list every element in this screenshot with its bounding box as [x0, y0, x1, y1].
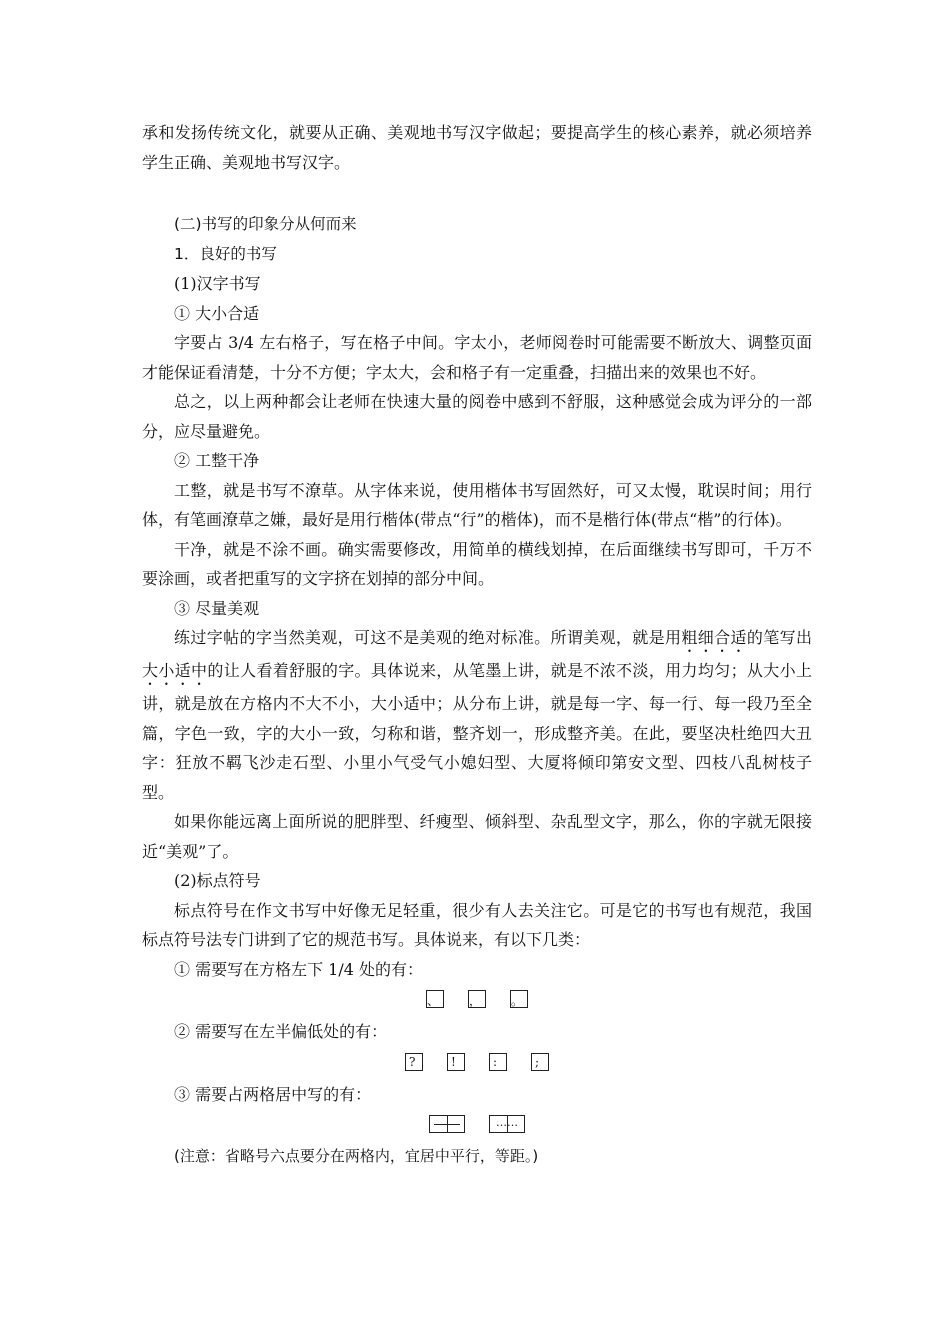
subheading-punctuation: (2)标点符号 — [174, 871, 261, 890]
emphasis-size: 大小适中 — [142, 661, 208, 680]
cell-comma-dun — [426, 990, 444, 1008]
mark-exclaim: ! — [451, 1054, 456, 1069]
cell-comma — [468, 990, 486, 1008]
mark-comma: ， — [469, 994, 482, 1008]
cell-semicolon — [531, 1053, 549, 1071]
mark-ellipsis: …… — [496, 1116, 518, 1129]
cell-question — [405, 1053, 423, 1071]
marks-two-cell-row — [142, 1115, 812, 1133]
document-page — [142, 118, 812, 1172]
item-beauty-paragraph-2: 如果你能远离上面所说的肥胖型、纤瘦型、倾斜型、杂乱型文字，那么，你的字就无限接近“美观”了。 — [142, 812, 812, 861]
beauty-text-a: 练过字帖的字当然美观，可这不是美观的绝对标准。所谓美观，就是用 — [174, 628, 682, 647]
punct-rule-two-cell: ③ 需要占两格居中写的有： — [174, 1084, 372, 1104]
cell-dash — [429, 1115, 465, 1133]
subheading-chinese-writing: (1)汉字书写 — [174, 274, 261, 293]
cell-ellipsis — [489, 1115, 525, 1133]
item-neat-title: ② 工整干净 — [174, 451, 260, 470]
mark-question: ? — [409, 1054, 416, 1069]
item-size-title: ① 大小合适 — [174, 303, 260, 323]
item-neat-paragraph-1: 工整，就是书写不潦草。从字体来说，使用楷体书写固然好，可又太慢，耽误时间；用行体，有笔画潦草之嫌，最好是用行楷体(带点“行”的楷体)，而不是楷行体(带点“楷”的行体)。 — [142, 480, 812, 529]
ellipsis-note: (注意：省略号六点要分在两格内，宜居中平行，等距。) — [174, 1147, 539, 1165]
mark-period: 。 — [511, 994, 524, 1008]
section-title: (二)书写的印象分从何而来 — [174, 215, 357, 233]
marks-left-half-row — [142, 1053, 812, 1071]
marks-lower-left-row — [142, 990, 812, 1008]
cell-colon — [489, 1053, 507, 1071]
punct-rule-lower-left: ① 需要写在方格左下 1/4 处的有： — [174, 959, 424, 979]
cell-exclaim — [447, 1053, 465, 1071]
cell-divider — [447, 1116, 448, 1132]
cell-period — [510, 990, 528, 1008]
item-size-paragraph-2: 总之，以上两种都会让老师在快速大量的阅卷中感到不舒服，这种感觉会成为评分的一部分，应尽量避免。 — [142, 392, 812, 441]
punctuation-paragraph: 标点符号在作文书写中好像无足轻重，很少有人去关注它。可是它的书写也有规范，我国标点符号法专门讲到了它的规范书写。具体说来，有以下几类： — [142, 900, 812, 949]
mark-dun-hao: 、 — [427, 994, 440, 1008]
mark-colon: : — [493, 1054, 498, 1069]
beauty-text-b: 的笔写出 — [746, 628, 812, 647]
emphasis-thickness: 粗细合适 — [681, 628, 747, 647]
intro-paragraph: 承和发扬传统文化，就要从正确、美观地书写汉字做起；要提高学生的核心素养，就必须培养学生正确、美观地书写汉字。 — [142, 123, 812, 172]
cell-divider — [507, 1116, 508, 1132]
mark-semicolon: ; — [535, 1054, 540, 1069]
item-beauty-paragraph-1 — [142, 623, 812, 807]
item-size-paragraph-1: 字要占 3/4 左右格子，写在格子中间。字太小，老师阅卷时可能需要不断放大、调整页面才能保证看清楚，十分不方便；字太大，会和格子有一定重叠，扫描出来的效果也不好。 — [142, 333, 812, 382]
item-beauty-title: ③ 尽量美观 — [174, 598, 260, 618]
subheading-good-writing: 1．良好的书写 — [174, 244, 277, 263]
item-neat-paragraph-2: 干净，就是不涂不画。确实需要修改，用简单的横线划掉，在后面继续书写即可，千万不要涂画，或者把重写的文字挤在划掉的部分中间。 — [142, 539, 812, 588]
beauty-text-c: 的让人看着舒服的字。具体说来，从笔墨上讲，就是不浓不淡，用力均匀；从大小上讲，就是放在方格内不大不小，大小适中；从分布上讲，就是每一字、每一行、每一段乃至全篇，字色一致，字的大小一致，匀称和谐，整齐划一，形成整齐美。在此，要坚决杜绝四大丑字：狂放不羁飞沙走石型、小里小气受气小媳妇型、大厦将倾印第安文型、四枝八乱树枝子型。 — [142, 661, 812, 802]
punct-rule-left-half: ② 需要写在左半偏低处的有： — [174, 1022, 388, 1041]
